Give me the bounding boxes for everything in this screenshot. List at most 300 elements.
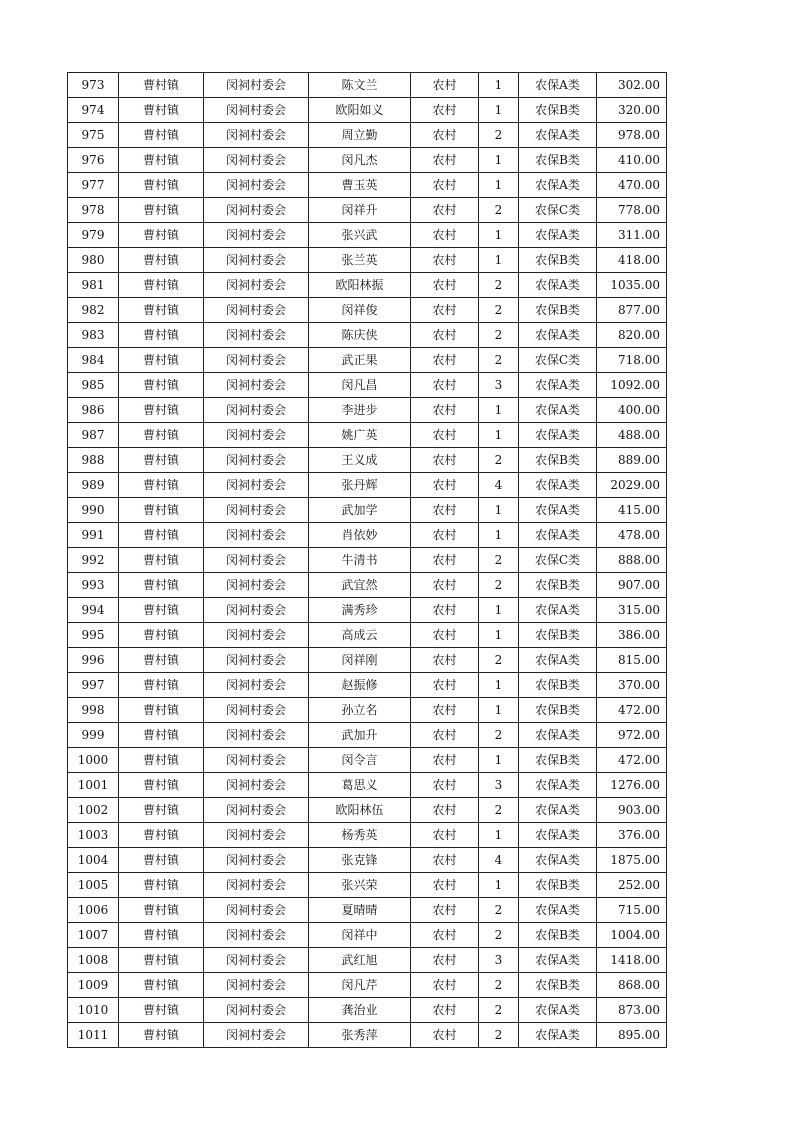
town-cell: 曹村镇 (119, 98, 204, 123)
town-cell: 曹村镇 (119, 173, 204, 198)
amount-cell: 972.00 (597, 723, 667, 748)
area-type-cell: 农村 (411, 823, 479, 848)
table-row (68, 873, 667, 898)
village-committee-cell: 闵祠村委会 (204, 348, 309, 373)
village-committee-cell: 闵祠村委会 (204, 1023, 309, 1048)
area-type-cell: 农村 (411, 798, 479, 823)
village-committee-cell: 闵祠村委会 (204, 423, 309, 448)
table-row (68, 948, 667, 973)
row-number-cell: 1006 (68, 898, 119, 923)
insurance-category-cell: 农保A类 (519, 848, 597, 873)
name-cell: 闵祥刚 (309, 648, 411, 673)
insurance-category-cell: 农保B类 (519, 748, 597, 773)
village-committee-cell: 闵祠村委会 (204, 848, 309, 873)
name-cell: 武加升 (309, 723, 411, 748)
household-size-cell: 1 (479, 248, 519, 273)
household-size-cell: 1 (479, 148, 519, 173)
household-size-cell: 1 (479, 598, 519, 623)
name-cell: 闵凡昌 (309, 373, 411, 398)
insurance-category-cell: 农保B类 (519, 673, 597, 698)
row-number-cell: 998 (68, 698, 119, 723)
row-number-cell: 1005 (68, 873, 119, 898)
village-committee-cell: 闵祠村委会 (204, 523, 309, 548)
row-number-cell: 994 (68, 598, 119, 623)
household-size-cell: 2 (479, 923, 519, 948)
household-size-cell: 2 (479, 648, 519, 673)
row-number-cell: 975 (68, 123, 119, 148)
area-type-cell: 农村 (411, 448, 479, 473)
area-type-cell: 农村 (411, 673, 479, 698)
insurance-category-cell: 农保B类 (519, 98, 597, 123)
area-type-cell: 农村 (411, 498, 479, 523)
amount-cell: 1092.00 (597, 373, 667, 398)
name-cell: 夏晴晴 (309, 898, 411, 923)
area-type-cell: 农村 (411, 98, 479, 123)
household-size-cell: 2 (479, 548, 519, 573)
row-number-cell: 979 (68, 223, 119, 248)
area-type-cell: 农村 (411, 573, 479, 598)
row-number-cell: 974 (68, 98, 119, 123)
table-row (68, 423, 667, 448)
row-number-cell: 1010 (68, 998, 119, 1023)
household-size-cell: 3 (479, 373, 519, 398)
household-size-cell: 2 (479, 448, 519, 473)
table-row (68, 348, 667, 373)
insurance-category-cell: 农保A类 (519, 273, 597, 298)
table-row (68, 623, 667, 648)
amount-cell: 873.00 (597, 998, 667, 1023)
amount-cell: 868.00 (597, 973, 667, 998)
row-number-cell: 981 (68, 273, 119, 298)
village-committee-cell: 闵祠村委会 (204, 623, 309, 648)
insurance-category-cell: 农保C类 (519, 198, 597, 223)
insurance-category-cell: 农保A类 (519, 773, 597, 798)
village-committee-cell: 闵祠村委会 (204, 648, 309, 673)
name-cell: 曹玉英 (309, 173, 411, 198)
amount-cell: 907.00 (597, 573, 667, 598)
area-type-cell: 农村 (411, 298, 479, 323)
town-cell: 曹村镇 (119, 448, 204, 473)
row-number-cell: 999 (68, 723, 119, 748)
insurance-category-cell: 农保A类 (519, 173, 597, 198)
household-size-cell: 1 (479, 823, 519, 848)
town-cell: 曹村镇 (119, 73, 204, 98)
town-cell: 曹村镇 (119, 698, 204, 723)
household-size-cell: 3 (479, 948, 519, 973)
town-cell: 曹村镇 (119, 723, 204, 748)
town-cell: 曹村镇 (119, 423, 204, 448)
village-committee-cell: 闵祠村委会 (204, 698, 309, 723)
insurance-category-cell: 农保B类 (519, 148, 597, 173)
town-cell: 曹村镇 (119, 798, 204, 823)
town-cell: 曹村镇 (119, 373, 204, 398)
amount-cell: 2029.00 (597, 473, 667, 498)
insurance-category-cell: 农保A类 (519, 73, 597, 98)
name-cell: 欧阳林振 (309, 273, 411, 298)
village-committee-cell: 闵祠村委会 (204, 323, 309, 348)
town-cell: 曹村镇 (119, 573, 204, 598)
area-type-cell: 农村 (411, 323, 479, 348)
household-size-cell: 2 (479, 323, 519, 348)
area-type-cell: 农村 (411, 723, 479, 748)
insurance-category-cell: 农保B类 (519, 448, 597, 473)
household-size-cell: 2 (479, 298, 519, 323)
household-size-cell: 2 (479, 1023, 519, 1048)
village-committee-cell: 闵祠村委会 (204, 198, 309, 223)
town-cell: 曹村镇 (119, 148, 204, 173)
name-cell: 张克锋 (309, 848, 411, 873)
area-type-cell: 农村 (411, 698, 479, 723)
household-size-cell: 3 (479, 773, 519, 798)
village-committee-cell: 闵祠村委会 (204, 573, 309, 598)
area-type-cell: 农村 (411, 998, 479, 1023)
amount-cell: 895.00 (597, 1023, 667, 1048)
table-row (68, 448, 667, 473)
name-cell: 陈文兰 (309, 73, 411, 98)
village-committee-cell: 闵祠村委会 (204, 123, 309, 148)
area-type-cell: 农村 (411, 348, 479, 373)
town-cell: 曹村镇 (119, 998, 204, 1023)
name-cell: 闵祥升 (309, 198, 411, 223)
town-cell: 曹村镇 (119, 548, 204, 573)
household-size-cell: 4 (479, 848, 519, 873)
town-cell: 曹村镇 (119, 323, 204, 348)
town-cell: 曹村镇 (119, 673, 204, 698)
household-size-cell: 2 (479, 723, 519, 748)
area-type-cell: 农村 (411, 748, 479, 773)
table-row (68, 123, 667, 148)
table-row (68, 698, 667, 723)
row-number-cell: 993 (68, 573, 119, 598)
name-cell: 满秀珍 (309, 598, 411, 623)
amount-cell: 718.00 (597, 348, 667, 373)
insurance-category-cell: 农保B类 (519, 698, 597, 723)
household-size-cell: 2 (479, 273, 519, 298)
town-cell: 曹村镇 (119, 498, 204, 523)
table-row (68, 498, 667, 523)
household-size-cell: 2 (479, 998, 519, 1023)
town-cell: 曹村镇 (119, 873, 204, 898)
row-number-cell: 982 (68, 298, 119, 323)
amount-cell: 488.00 (597, 423, 667, 448)
amount-cell: 478.00 (597, 523, 667, 548)
amount-cell: 311.00 (597, 223, 667, 248)
town-cell: 曹村镇 (119, 773, 204, 798)
name-cell: 赵振修 (309, 673, 411, 698)
insurance-category-cell: 农保A类 (519, 123, 597, 148)
household-size-cell: 2 (479, 348, 519, 373)
area-type-cell: 农村 (411, 73, 479, 98)
table-row (68, 598, 667, 623)
area-type-cell: 农村 (411, 598, 479, 623)
insurance-category-cell: 农保A类 (519, 823, 597, 848)
area-type-cell: 农村 (411, 373, 479, 398)
household-size-cell: 1 (479, 748, 519, 773)
town-cell: 曹村镇 (119, 823, 204, 848)
row-number-cell: 988 (68, 448, 119, 473)
amount-cell: 302.00 (597, 73, 667, 98)
insurance-category-cell: 农保A类 (519, 1023, 597, 1048)
name-cell: 孙立名 (309, 698, 411, 723)
insurance-category-cell: 农保B类 (519, 298, 597, 323)
village-committee-cell: 闵祠村委会 (204, 923, 309, 948)
row-number-cell: 1001 (68, 773, 119, 798)
town-cell: 曹村镇 (119, 398, 204, 423)
insurance-category-cell: 农保B类 (519, 873, 597, 898)
table-row (68, 273, 667, 298)
row-number-cell: 1007 (68, 923, 119, 948)
table-row (68, 798, 667, 823)
household-size-cell: 1 (479, 673, 519, 698)
household-size-cell: 1 (479, 98, 519, 123)
name-cell: 武加学 (309, 498, 411, 523)
amount-cell: 778.00 (597, 198, 667, 223)
insurance-category-cell: 农保B类 (519, 623, 597, 648)
name-cell: 牛清书 (309, 548, 411, 573)
town-cell: 曹村镇 (119, 948, 204, 973)
name-cell: 张兴武 (309, 223, 411, 248)
town-cell: 曹村镇 (119, 123, 204, 148)
village-committee-cell: 闵祠村委会 (204, 273, 309, 298)
row-number-cell: 973 (68, 73, 119, 98)
area-type-cell: 农村 (411, 198, 479, 223)
table-row (68, 523, 667, 548)
name-cell: 闵凡杰 (309, 148, 411, 173)
area-type-cell: 农村 (411, 273, 479, 298)
row-number-cell: 984 (68, 348, 119, 373)
row-number-cell: 1000 (68, 748, 119, 773)
village-committee-cell: 闵祠村委会 (204, 98, 309, 123)
subsidy-table (67, 72, 667, 1048)
village-committee-cell: 闵祠村委会 (204, 723, 309, 748)
row-number-cell: 1009 (68, 973, 119, 998)
amount-cell: 715.00 (597, 898, 667, 923)
village-committee-cell: 闵祠村委会 (204, 773, 309, 798)
household-size-cell: 2 (479, 573, 519, 598)
town-cell: 曹村镇 (119, 473, 204, 498)
area-type-cell: 农村 (411, 123, 479, 148)
insurance-category-cell: 农保C类 (519, 348, 597, 373)
household-size-cell: 2 (479, 973, 519, 998)
name-cell: 欧阳如义 (309, 98, 411, 123)
name-cell: 闵凡芹 (309, 973, 411, 998)
household-size-cell: 1 (479, 398, 519, 423)
insurance-category-cell: 农保A类 (519, 598, 597, 623)
insurance-category-cell: 农保A类 (519, 523, 597, 548)
household-size-cell: 2 (479, 198, 519, 223)
name-cell: 武红旭 (309, 948, 411, 973)
insurance-category-cell: 农保A类 (519, 398, 597, 423)
insurance-category-cell: 农保B类 (519, 973, 597, 998)
area-type-cell: 农村 (411, 148, 479, 173)
amount-cell: 1004.00 (597, 923, 667, 948)
row-number-cell: 991 (68, 523, 119, 548)
amount-cell: 877.00 (597, 298, 667, 323)
area-type-cell: 农村 (411, 423, 479, 448)
row-number-cell: 990 (68, 498, 119, 523)
name-cell: 龚治业 (309, 998, 411, 1023)
row-number-cell: 980 (68, 248, 119, 273)
amount-cell: 888.00 (597, 548, 667, 573)
amount-cell: 472.00 (597, 698, 667, 723)
village-committee-cell: 闵祠村委会 (204, 823, 309, 848)
area-type-cell: 农村 (411, 248, 479, 273)
table-row (68, 373, 667, 398)
household-size-cell: 1 (479, 173, 519, 198)
table-row (68, 298, 667, 323)
area-type-cell: 农村 (411, 923, 479, 948)
village-committee-cell: 闵祠村委会 (204, 798, 309, 823)
table-row (68, 98, 667, 123)
amount-cell: 415.00 (597, 498, 667, 523)
table-row (68, 923, 667, 948)
village-committee-cell: 闵祠村委会 (204, 223, 309, 248)
town-cell: 曹村镇 (119, 198, 204, 223)
area-type-cell: 农村 (411, 523, 479, 548)
name-cell: 李进步 (309, 398, 411, 423)
row-number-cell: 976 (68, 148, 119, 173)
town-cell: 曹村镇 (119, 348, 204, 373)
row-number-cell: 1004 (68, 848, 119, 873)
table-row (68, 1023, 667, 1048)
table-row (68, 898, 667, 923)
insurance-category-cell: 农保A类 (519, 948, 597, 973)
area-type-cell: 农村 (411, 898, 479, 923)
name-cell: 武正果 (309, 348, 411, 373)
area-type-cell: 农村 (411, 223, 479, 248)
amount-cell: 386.00 (597, 623, 667, 648)
household-size-cell: 4 (479, 473, 519, 498)
amount-cell: 472.00 (597, 748, 667, 773)
row-number-cell: 1003 (68, 823, 119, 848)
village-committee-cell: 闵祠村委会 (204, 998, 309, 1023)
insurance-category-cell: 农保A类 (519, 798, 597, 823)
row-number-cell: 986 (68, 398, 119, 423)
area-type-cell: 农村 (411, 548, 479, 573)
table-row (68, 773, 667, 798)
name-cell: 张兰英 (309, 248, 411, 273)
area-type-cell: 农村 (411, 973, 479, 998)
village-committee-cell: 闵祠村委会 (204, 73, 309, 98)
row-number-cell: 992 (68, 548, 119, 573)
amount-cell: 470.00 (597, 173, 667, 198)
village-committee-cell: 闵祠村委会 (204, 373, 309, 398)
town-cell: 曹村镇 (119, 223, 204, 248)
town-cell: 曹村镇 (119, 848, 204, 873)
village-committee-cell: 闵祠村委会 (204, 748, 309, 773)
amount-cell: 400.00 (597, 398, 667, 423)
town-cell: 曹村镇 (119, 923, 204, 948)
name-cell: 周立勤 (309, 123, 411, 148)
town-cell: 曹村镇 (119, 598, 204, 623)
household-size-cell: 2 (479, 123, 519, 148)
name-cell: 张兴荣 (309, 873, 411, 898)
village-committee-cell: 闵祠村委会 (204, 673, 309, 698)
town-cell: 曹村镇 (119, 523, 204, 548)
table-row (68, 398, 667, 423)
table-row (68, 173, 667, 198)
row-number-cell: 977 (68, 173, 119, 198)
insurance-category-cell: 农保A类 (519, 898, 597, 923)
village-committee-cell: 闵祠村委会 (204, 948, 309, 973)
table-row (68, 748, 667, 773)
table-row (68, 323, 667, 348)
amount-cell: 1035.00 (597, 273, 667, 298)
insurance-category-cell: 农保B类 (519, 248, 597, 273)
household-size-cell: 2 (479, 898, 519, 923)
town-cell: 曹村镇 (119, 623, 204, 648)
table-row (68, 73, 667, 98)
town-cell: 曹村镇 (119, 248, 204, 273)
name-cell: 陈庆侠 (309, 323, 411, 348)
area-type-cell: 农村 (411, 773, 479, 798)
name-cell: 肖依妙 (309, 523, 411, 548)
insurance-category-cell: 农保B类 (519, 573, 597, 598)
town-cell: 曹村镇 (119, 1023, 204, 1048)
name-cell: 高成云 (309, 623, 411, 648)
name-cell: 王义成 (309, 448, 411, 473)
area-type-cell: 农村 (411, 173, 479, 198)
name-cell: 杨秀英 (309, 823, 411, 848)
insurance-category-cell: 农保A类 (519, 373, 597, 398)
village-committee-cell: 闵祠村委会 (204, 248, 309, 273)
household-size-cell: 1 (479, 623, 519, 648)
table-row (68, 148, 667, 173)
name-cell: 闵祥俊 (309, 298, 411, 323)
village-committee-cell: 闵祠村委会 (204, 548, 309, 573)
amount-cell: 820.00 (597, 323, 667, 348)
village-committee-cell: 闵祠村委会 (204, 498, 309, 523)
amount-cell: 1418.00 (597, 948, 667, 973)
amount-cell: 418.00 (597, 248, 667, 273)
name-cell: 欧阳林伍 (309, 798, 411, 823)
row-number-cell: 1002 (68, 798, 119, 823)
area-type-cell: 农村 (411, 473, 479, 498)
insurance-category-cell: 农保A类 (519, 498, 597, 523)
row-number-cell: 978 (68, 198, 119, 223)
row-number-cell: 1011 (68, 1023, 119, 1048)
household-size-cell: 1 (479, 523, 519, 548)
household-size-cell: 1 (479, 423, 519, 448)
table-row (68, 648, 667, 673)
village-committee-cell: 闵祠村委会 (204, 148, 309, 173)
area-type-cell: 农村 (411, 848, 479, 873)
row-number-cell: 985 (68, 373, 119, 398)
table-row (68, 973, 667, 998)
village-committee-cell: 闵祠村委会 (204, 298, 309, 323)
table-row (68, 223, 667, 248)
insurance-category-cell: 农保A类 (519, 473, 597, 498)
household-size-cell: 1 (479, 223, 519, 248)
village-committee-cell: 闵祠村委会 (204, 973, 309, 998)
insurance-category-cell: 农保A类 (519, 998, 597, 1023)
table-row (68, 198, 667, 223)
amount-cell: 320.00 (597, 98, 667, 123)
row-number-cell: 983 (68, 323, 119, 348)
village-committee-cell: 闵祠村委会 (204, 898, 309, 923)
amount-cell: 370.00 (597, 673, 667, 698)
village-committee-cell: 闵祠村委会 (204, 173, 309, 198)
row-number-cell: 995 (68, 623, 119, 648)
amount-cell: 978.00 (597, 123, 667, 148)
table-row (68, 573, 667, 598)
name-cell: 武宜然 (309, 573, 411, 598)
name-cell: 葛思义 (309, 773, 411, 798)
village-committee-cell: 闵祠村委会 (204, 473, 309, 498)
household-size-cell: 1 (479, 698, 519, 723)
insurance-category-cell: 农保A类 (519, 323, 597, 348)
amount-cell: 1276.00 (597, 773, 667, 798)
